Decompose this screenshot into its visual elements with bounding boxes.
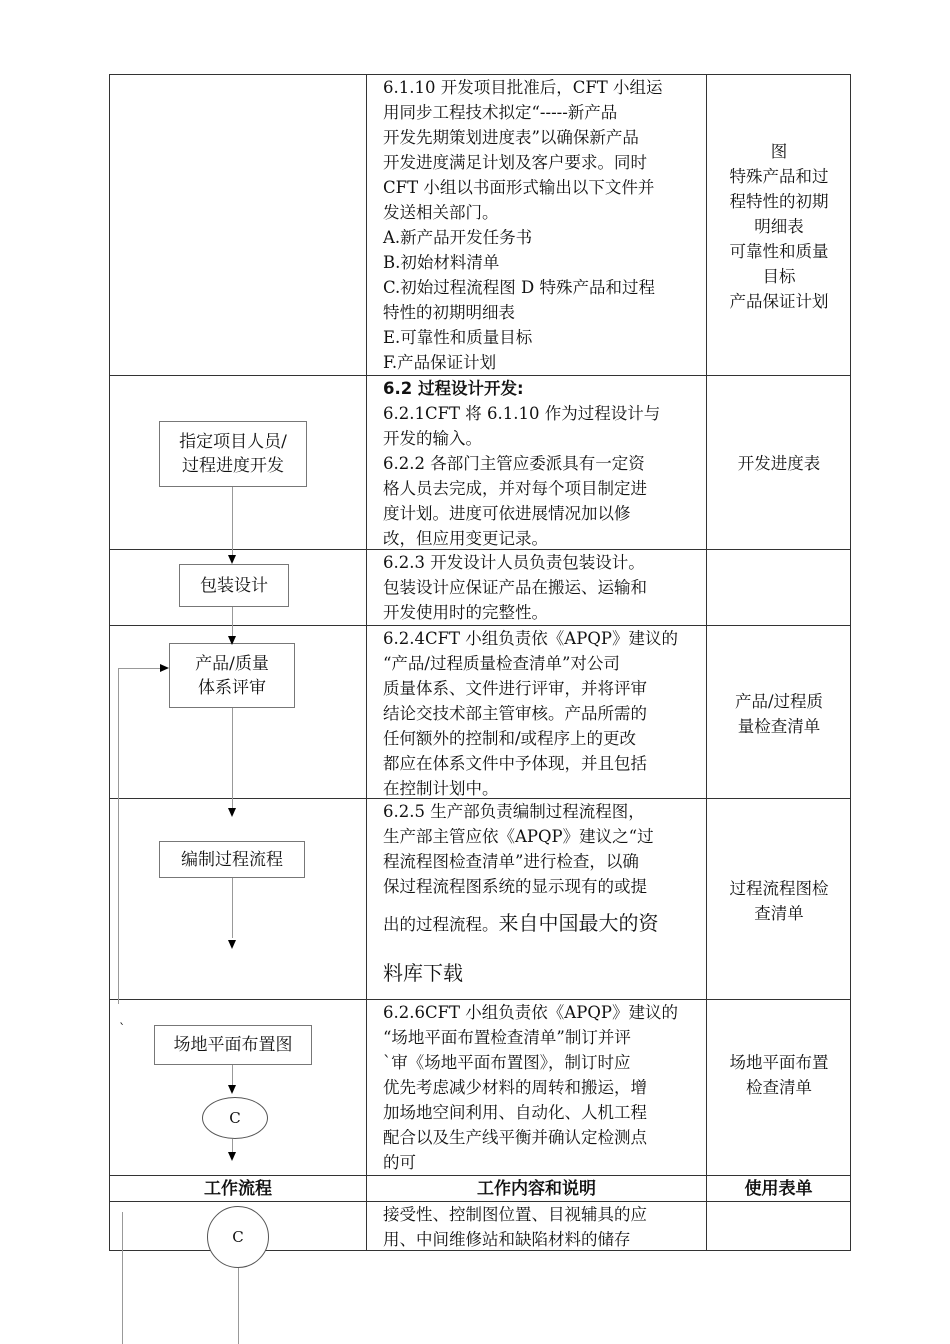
form-name: 程特性的初期 xyxy=(729,192,829,211)
text-line: 6.2.1CFT 将 6.1.10 作为过程设计与 xyxy=(383,404,661,423)
form-name: 场地平面布置 xyxy=(729,1053,829,1072)
arrow-down-icon xyxy=(228,1152,236,1161)
text-line: 开发进度满足计划及客户要求。同时 xyxy=(383,153,647,172)
connector-c-bottom xyxy=(207,1206,269,1268)
connector-label: C xyxy=(232,1228,244,1246)
form-name: 明细表 xyxy=(754,217,804,236)
form-name: 产品保证计划 xyxy=(729,292,829,311)
column-header-flow: 工作流程 xyxy=(204,1179,272,1199)
text-line: 包装设计应保证产品在搬运、运输和 xyxy=(383,578,647,597)
flow-connector xyxy=(232,708,233,808)
flow-step-assign-staff xyxy=(159,421,307,487)
text-line: “场地平面布置检查清单”制订并评 xyxy=(383,1028,631,1047)
table-border-left xyxy=(109,74,110,1251)
content-cell xyxy=(383,75,705,375)
flow-step-floor-plan xyxy=(154,1025,312,1065)
form-name: 查清单 xyxy=(754,904,804,923)
text-line: 特性的初期明细表 xyxy=(383,303,515,322)
flow-step-packaging xyxy=(179,564,289,607)
arrow-down-icon xyxy=(228,636,236,645)
arrow-down-icon xyxy=(228,940,236,949)
flow-step-label: 体系评审 xyxy=(198,677,266,698)
form-name: 检查清单 xyxy=(746,1078,812,1097)
text-line: CFT 小组以书面形式输出以下文件并 xyxy=(383,178,655,197)
text-line: 的可 xyxy=(383,1153,416,1172)
text-line: C.初始过程流程图 D 特殊产品和过程 xyxy=(383,278,656,297)
content-cell xyxy=(383,626,705,801)
arrow-right-icon xyxy=(160,664,169,672)
flow-step-label: 指定项目人员/ xyxy=(179,432,287,452)
flow-step-label: 场地平面布置图 xyxy=(173,1035,293,1055)
text-line: 度计划。进度可依进展情况加以修 xyxy=(383,504,631,523)
form-name: 过程流程图检 xyxy=(729,879,829,898)
form-name: 图 xyxy=(770,142,788,161)
text-line: 改，但应用变更记录。 xyxy=(383,529,548,548)
flow-connector xyxy=(232,1065,233,1085)
text-line: E.可靠性和质量目标 xyxy=(383,328,533,347)
form-name: 特殊产品和过 xyxy=(729,167,829,186)
text-line: 格人员去完成，并对每个项目制定进 xyxy=(383,479,647,498)
content-cell xyxy=(383,1202,705,1252)
flow-connector xyxy=(232,607,233,637)
text-line: `审《场地平面布置图》，制订时应 xyxy=(383,1053,631,1072)
forms-cell xyxy=(709,451,849,476)
text-line: F.产品保证计划 xyxy=(383,353,497,372)
section-heading: 6.2 过程设计开发: xyxy=(383,379,524,398)
text-line: 任何额外的控制和/或程序上的更改 xyxy=(383,729,637,748)
feedback-loop-line xyxy=(118,668,119,1004)
text-line: B.初始材料清单 xyxy=(383,253,500,272)
text-line: 用、中间维修站和缺陷材料的储存 xyxy=(383,1230,631,1249)
form-name: 量检查清单 xyxy=(737,717,821,736)
text-line: 保过程流程图系统的显示现有的或提 xyxy=(383,877,647,896)
text-line: 发送相关部门。 xyxy=(383,203,499,222)
flow-connector xyxy=(232,1139,233,1153)
feedback-loop-line xyxy=(118,668,160,669)
flow-step-system-review xyxy=(169,643,295,708)
flow-connector xyxy=(232,487,233,557)
flow-connector xyxy=(232,878,233,938)
text-line: 6.2.5 生产部负责编制过程流程图， xyxy=(383,802,645,821)
arrow-down-icon xyxy=(228,1085,236,1094)
content-cell xyxy=(383,1000,705,1175)
stray-mark: ` xyxy=(119,1022,126,1037)
text-line: 6.2.6CFT 小组负责依《APQP》建议的 xyxy=(383,1003,678,1022)
text-line: A.新产品开发任务书 xyxy=(383,228,533,247)
text-line: 程流程图检查清单”进行检查，以确 xyxy=(383,852,639,871)
forms-cell xyxy=(709,876,849,926)
content-cell xyxy=(383,376,705,551)
flow-step-label: 包装设计 xyxy=(200,575,268,596)
text-line: 质量体系、文件进行评审，并将评审 xyxy=(383,679,647,698)
connector-c-top xyxy=(202,1097,268,1139)
forms-cell xyxy=(709,689,849,739)
text-line: 开发使用时的完整性。 xyxy=(383,603,548,622)
form-name: 可靠性和质量 xyxy=(729,242,829,261)
text-line: 开发先期策划进度表”以确保新产品 xyxy=(383,128,639,147)
content-cell xyxy=(383,550,705,625)
text-line: 加场地空间利用、自动化、人机工程 xyxy=(383,1103,647,1122)
column-header-forms: 使用表单 xyxy=(744,1179,813,1199)
forms-cell xyxy=(709,1050,849,1100)
content-cell xyxy=(383,799,705,998)
form-name: 目标 xyxy=(762,267,796,286)
column-divider xyxy=(366,74,367,1251)
text-line: 都应在体系文件中予体现，并且包括 xyxy=(383,754,647,773)
text-fragment: 出的过程流程。 xyxy=(383,915,499,934)
text-line: 6.2.2 各部门主管应委派具有一定资 xyxy=(383,454,645,473)
text-line: 开发的输入。 xyxy=(383,429,482,448)
row-divider xyxy=(109,1175,851,1176)
text-line: 6.2.4CFT 小组负责依《APQP》建议的 xyxy=(383,629,678,648)
column-header-content: 工作内容和说明 xyxy=(477,1179,596,1199)
form-name: 产品/过程质 xyxy=(734,692,824,711)
flow-connector xyxy=(238,1268,239,1344)
forms-cell xyxy=(709,139,849,314)
text-line: 结论交技术部主管审核。产品所需的 xyxy=(383,704,647,723)
flow-step-label: 产品/质量 xyxy=(195,653,269,674)
download-note: 料库下载 xyxy=(383,961,463,985)
flow-step-process-flow xyxy=(159,841,305,878)
flow-step-label: 过程进度开发 xyxy=(182,456,284,476)
text-line: 6.2.3 开发设计人员负责包装设计。 xyxy=(383,553,645,572)
connector-label: C xyxy=(229,1109,241,1127)
arrow-down-icon xyxy=(228,808,236,817)
form-name: 开发进度表 xyxy=(737,454,821,473)
flow-step-label: 编制过程流程 xyxy=(181,849,283,870)
arrow-down-icon xyxy=(228,555,236,564)
text-line: 用同步工程技术拟定“-----新产品 xyxy=(383,103,618,122)
text-line xyxy=(383,899,705,949)
text-line: 接受性、控制图位置、目视辅具的应 xyxy=(383,1205,647,1224)
text-line: 在控制计划中。 xyxy=(383,779,499,798)
text-line: “产品/过程质量检查清单”对公司 xyxy=(383,654,620,673)
text-line: 生产部主管应依《APQP》建议之“过 xyxy=(383,827,654,846)
table-border-right xyxy=(850,74,851,1251)
download-note: 来自中国最大的资 xyxy=(498,911,659,935)
text-line: 6.1.10 开发项目批准后，CFT 小组运 xyxy=(383,78,663,97)
feedback-loop-line xyxy=(122,1212,123,1344)
text-line: 优先考虑减少材料的周转和搬运，增 xyxy=(383,1078,647,1097)
column-divider xyxy=(706,74,707,1251)
text-line: 配合以及生产线平衡并确认定检测点 xyxy=(383,1128,647,1147)
